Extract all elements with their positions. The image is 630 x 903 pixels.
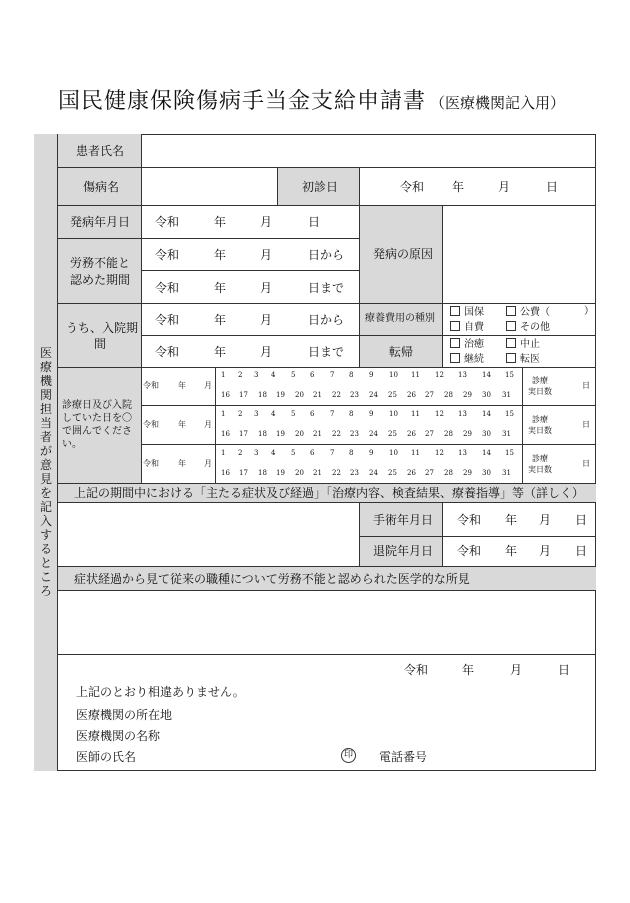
calendar-day[interactable]: 29 — [463, 469, 472, 477]
side-label: 医療機関担当者が意見を記入するところ — [39, 346, 52, 598]
hospitalization-from-month: 月 — [260, 313, 273, 327]
calendar3-days-row1 — [218, 449, 522, 460]
incapacity-from-era: 令和 — [155, 248, 180, 262]
clinic-name-label: 医療機関の名称 — [76, 729, 161, 743]
symptoms-field[interactable] — [59, 503, 358, 565]
calendar-day[interactable]: 20 — [295, 391, 304, 399]
first-visit-day: 日 — [546, 180, 559, 194]
calendar-day[interactable]: 21 — [313, 391, 322, 399]
calendar-day[interactable]: 9 — [369, 410, 374, 418]
hospitalization-from-year: 年 — [214, 313, 227, 327]
calendar-day[interactable]: 19 — [276, 469, 285, 477]
calendar-day[interactable]: 25 — [388, 391, 397, 399]
hospitalization-to-year: 年 — [214, 345, 227, 359]
calendar-day[interactable]: 4 — [271, 371, 276, 379]
first-visit-label: 初診日 — [302, 180, 339, 194]
incapacity-label-cell — [58, 238, 141, 303]
treatment-dates-label-cell — [58, 367, 141, 483]
calendar-day[interactable]: 23 — [350, 469, 359, 477]
checkbox-icon — [506, 338, 516, 348]
calendar3-month: 月 — [204, 459, 212, 468]
calendar2-month: 月 — [204, 420, 212, 429]
calendar-day[interactable]: 3 — [254, 410, 259, 418]
calendar-day[interactable]: 10 — [389, 371, 398, 379]
opinion-header: 症状経過から見て従来の職種について労務不能と認められた医学的な所見 — [74, 572, 470, 586]
symptoms-header: 上記の期間中における「主たる症状及び経過」「治療内容、検査結果、療養指導」等（詳しく） — [74, 486, 585, 500]
calendar-day[interactable]: 11 — [411, 410, 420, 418]
calendar-day[interactable]: 27 — [425, 469, 434, 477]
calendar3-days-row2 — [218, 469, 522, 480]
calendar-day[interactable]: 23 — [350, 430, 359, 438]
opinion-field[interactable] — [59, 591, 595, 653]
calendar-day[interactable]: 17 — [239, 469, 248, 477]
surgery-year: 年 — [505, 513, 518, 527]
cause-label: 発病の原因 — [373, 247, 434, 261]
calendar-day[interactable]: 7 — [330, 449, 335, 457]
calendar-day[interactable]: 8 — [349, 410, 354, 418]
calendar-day[interactable]: 25 — [388, 469, 397, 477]
calendar-day[interactable]: 29 — [463, 430, 472, 438]
calendar-day[interactable]: 7 — [330, 410, 335, 418]
treatment-dates-label-line3: で囲んでくださ — [62, 426, 132, 437]
incapacity-label-line2: 認めた期間 — [70, 273, 131, 287]
calendar-day[interactable]: 24 — [369, 469, 378, 477]
calendar-day[interactable]: 14 — [482, 410, 491, 418]
calendar-day[interactable]: 16 — [221, 391, 230, 399]
form-title-note: （医療機関記入用） — [430, 94, 566, 112]
incapacity-from-day: 日から — [308, 248, 345, 262]
calendar-day[interactable]: 28 — [444, 469, 453, 477]
calendar-day[interactable]: 27 — [425, 430, 434, 438]
surgery-month: 月 — [539, 513, 552, 527]
calendar-day[interactable]: 26 — [407, 391, 416, 399]
hospitalization-to-era: 令和 — [155, 345, 180, 359]
outcome-option-transferred[interactable]: 転医 — [506, 353, 540, 366]
calendar3-era: 令和 — [143, 459, 159, 468]
calendar-day[interactable]: 30 — [482, 430, 491, 438]
calendar-day[interactable]: 10 — [389, 410, 398, 418]
treatment-dates-label-line1: 診療日及び入院 — [62, 400, 132, 411]
hospitalization-label-cell — [58, 303, 141, 367]
phone-label: 電話番号 — [379, 750, 428, 764]
form-title: 国民健康保険傷病手当金支給申請書 （医療機関記入用） — [58, 89, 566, 114]
surgery-era: 令和 — [457, 513, 482, 527]
certify-year: 年 — [462, 663, 475, 677]
calendar2-days-row1 — [218, 410, 522, 421]
calendar3-year: 年 — [178, 459, 186, 468]
calendar3-days-label-line2: 実日数 — [528, 465, 552, 474]
hospitalization-label-line2: 間 — [94, 337, 107, 351]
cost-option-jihi[interactable]: 自費 — [450, 321, 484, 334]
calendar-day[interactable]: 18 — [258, 391, 267, 399]
discharge-date-label: 退院年月日 — [373, 544, 434, 558]
calendar-day[interactable]: 15 — [505, 449, 514, 457]
calendar-day[interactable]: 11 — [411, 449, 420, 457]
incapacity-to-day: 日まで — [308, 281, 345, 295]
calendar-day[interactable]: 12 — [435, 410, 444, 418]
onset-day: 日 — [308, 215, 321, 229]
outcome-option-stopped[interactable]: 中止 — [506, 338, 540, 351]
first-visit-month: 月 — [498, 180, 511, 194]
calendar1-days-row2 — [218, 391, 522, 402]
cost-option-kouhi[interactable]: 公費（ — [506, 306, 550, 319]
disease-name-label: 傷病名 — [83, 180, 120, 194]
calendar-day[interactable]: 25 — [388, 430, 397, 438]
calendar-day[interactable]: 13 — [458, 410, 467, 418]
calendar-day[interactable]: 7 — [330, 371, 335, 379]
calendar-day[interactable]: 15 — [505, 371, 514, 379]
outcome-option-cured[interactable]: 治癒 — [450, 338, 484, 351]
calendar-day[interactable]: 31 — [502, 430, 511, 438]
certify-day: 日 — [558, 663, 571, 677]
calendar-day[interactable]: 5 — [291, 371, 296, 379]
surgery-day: 日 — [575, 513, 588, 527]
doctor-name-label: 医師の氏名 — [76, 750, 137, 764]
calendar-day[interactable]: 21 — [313, 430, 322, 438]
hospitalization-from-day: 日から — [308, 313, 345, 327]
first-visit-year: 年 — [452, 180, 465, 194]
calendar-day[interactable]: 17 — [239, 430, 248, 438]
incapacity-to-era: 令和 — [155, 281, 180, 295]
clinic-address-label: 医療機関の所在地 — [76, 708, 173, 722]
hospitalization-label-line1: うち、入院期 — [66, 321, 139, 335]
onset-month: 月 — [260, 215, 273, 229]
calendar-day[interactable]: 22 — [332, 391, 341, 399]
onset-date-label: 発病年月日 — [70, 215, 131, 229]
calendar-day[interactable]: 30 — [482, 391, 491, 399]
calendar1-era: 令和 — [143, 381, 159, 390]
calendar-day[interactable]: 28 — [444, 391, 453, 399]
cost-option-other[interactable]: その他 — [506, 321, 550, 334]
calendar1-days-label-line1: 診療 — [532, 376, 548, 385]
calendar-day[interactable]: 3 — [254, 449, 259, 457]
onset-year: 年 — [214, 215, 227, 229]
calendar-day[interactable]: 19 — [276, 391, 285, 399]
calendar-day[interactable]: 1 — [221, 410, 226, 418]
checkbox-icon — [506, 353, 516, 363]
checkbox-icon — [506, 321, 516, 331]
incapacity-to-month: 月 — [260, 281, 273, 295]
calendar-day[interactable]: 27 — [425, 391, 434, 399]
calendar-day[interactable]: 14 — [482, 371, 491, 379]
seal-icon: 印 — [341, 748, 356, 763]
calendar-day[interactable]: 14 — [482, 449, 491, 457]
certify-statement: 上記のとおり相違ありません。 — [76, 685, 245, 699]
surgery-date-label: 手術年月日 — [373, 513, 434, 527]
calendar-day[interactable]: 9 — [369, 449, 374, 457]
outcome-label: 転帰 — [389, 345, 414, 359]
onset-era: 令和 — [155, 215, 180, 229]
incapacity-from-month: 月 — [260, 248, 273, 262]
patient-name-label: 患者氏名 — [76, 144, 125, 158]
calendar-day[interactable]: 19 — [276, 430, 285, 438]
calendar-day[interactable]: 9 — [369, 371, 374, 379]
calendar-day[interactable]: 8 — [349, 449, 354, 457]
calendar-day[interactable]: 3 — [254, 371, 259, 379]
incapacity-label-line1: 労務不能と — [70, 256, 131, 270]
calendar-day[interactable]: 31 — [502, 469, 511, 477]
calendar-day[interactable]: 8 — [349, 371, 354, 379]
calendar-day[interactable]: 1 — [221, 371, 226, 379]
calendar-day[interactable]: 31 — [502, 391, 511, 399]
calendar-day[interactable]: 6 — [310, 410, 315, 418]
incapacity-to-year: 年 — [214, 281, 227, 295]
calendar-day[interactable]: 13 — [458, 371, 467, 379]
calendar-day[interactable]: 2 — [238, 371, 243, 379]
calendar-day[interactable]: 2 — [238, 449, 243, 457]
calendar-day[interactable]: 16 — [221, 469, 230, 477]
incapacity-from-year: 年 — [214, 248, 227, 262]
calendar-day[interactable]: 4 — [271, 410, 276, 418]
checkbox-icon — [450, 353, 460, 363]
checkbox-icon — [450, 338, 460, 348]
calendar-day[interactable]: 26 — [407, 430, 416, 438]
calendar-day[interactable]: 16 — [221, 430, 230, 438]
certify-month: 月 — [510, 663, 523, 677]
treatment-dates-label-line4: い。 — [62, 439, 82, 450]
calendar1-days-label-line2: 実日数 — [528, 387, 552, 396]
discharge-month: 月 — [539, 544, 552, 558]
calendar-day[interactable]: 6 — [310, 449, 315, 457]
calendar-day[interactable]: 20 — [295, 430, 304, 438]
calendar-day[interactable]: 2 — [238, 410, 243, 418]
calendar-day[interactable]: 22 — [332, 430, 341, 438]
calendar-day[interactable]: 18 — [258, 469, 267, 477]
calendar2-days-label-line1: 診療 — [532, 415, 548, 424]
cost-type-label: 療養費用の種別 — [365, 313, 435, 324]
calendar-day[interactable]: 5 — [291, 410, 296, 418]
certify-era: 令和 — [404, 663, 429, 677]
calendar-day[interactable]: 13 — [458, 449, 467, 457]
hospitalization-to-month: 月 — [260, 345, 273, 359]
calendar-day[interactable]: 15 — [505, 410, 514, 418]
calendar-day[interactable]: 23 — [350, 391, 359, 399]
hospitalization-to-day: 日まで — [308, 345, 345, 359]
checkbox-icon — [450, 321, 460, 331]
calendar2-era: 令和 — [143, 420, 159, 429]
cost-option-kokuho[interactable]: 国保 — [450, 306, 484, 319]
calendar-day[interactable]: 11 — [411, 371, 420, 379]
calendar2-year: 年 — [178, 420, 186, 429]
calendar1-month: 月 — [204, 381, 212, 390]
calendar-day[interactable]: 21 — [313, 469, 322, 477]
calendar-day[interactable]: 4 — [271, 449, 276, 457]
calendar-day[interactable]: 28 — [444, 430, 453, 438]
checkbox-icon — [450, 306, 460, 316]
treatment-dates-label-line2: していた日を〇 — [62, 413, 132, 424]
calendar-day[interactable]: 20 — [295, 469, 304, 477]
discharge-day: 日 — [575, 544, 588, 558]
calendar1-days-row1 — [218, 371, 522, 382]
calendar-day[interactable]: 22 — [332, 469, 341, 477]
discharge-year: 年 — [505, 544, 518, 558]
calendar-day[interactable]: 5 — [291, 449, 296, 457]
calendar-day[interactable]: 24 — [369, 391, 378, 399]
calendar-day[interactable]: 24 — [369, 430, 378, 438]
cost-option-kouhi-close: ） — [584, 306, 594, 317]
calendar-day[interactable]: 12 — [435, 371, 444, 379]
calendar-day[interactable]: 6 — [310, 371, 315, 379]
calendar-day[interactable]: 30 — [482, 469, 491, 477]
hospitalization-from-era: 令和 — [155, 313, 180, 327]
calendar-day[interactable]: 29 — [463, 391, 472, 399]
calendar-day[interactable]: 10 — [389, 449, 398, 457]
calendar-day[interactable]: 1 — [221, 449, 226, 457]
checkbox-icon — [506, 306, 516, 316]
calendar2-days-label-line2: 実日数 — [528, 426, 552, 435]
calendar-day[interactable]: 17 — [239, 391, 248, 399]
calendar2-days-unit: 日 — [582, 420, 590, 429]
calendar-day[interactable]: 26 — [407, 469, 416, 477]
discharge-era: 令和 — [457, 544, 482, 558]
calendar1-year: 年 — [178, 381, 186, 390]
calendar3-days-unit: 日 — [582, 459, 590, 468]
calendar2-days-row2 — [218, 430, 522, 441]
calendar1-days-unit: 日 — [582, 381, 590, 390]
calendar-day[interactable]: 18 — [258, 430, 267, 438]
outcome-option-continuing[interactable]: 継続 — [450, 353, 484, 366]
calendar3-days-label-line1: 診療 — [532, 454, 548, 463]
first-visit-era: 令和 — [400, 180, 425, 194]
calendar-day[interactable]: 12 — [435, 449, 444, 457]
